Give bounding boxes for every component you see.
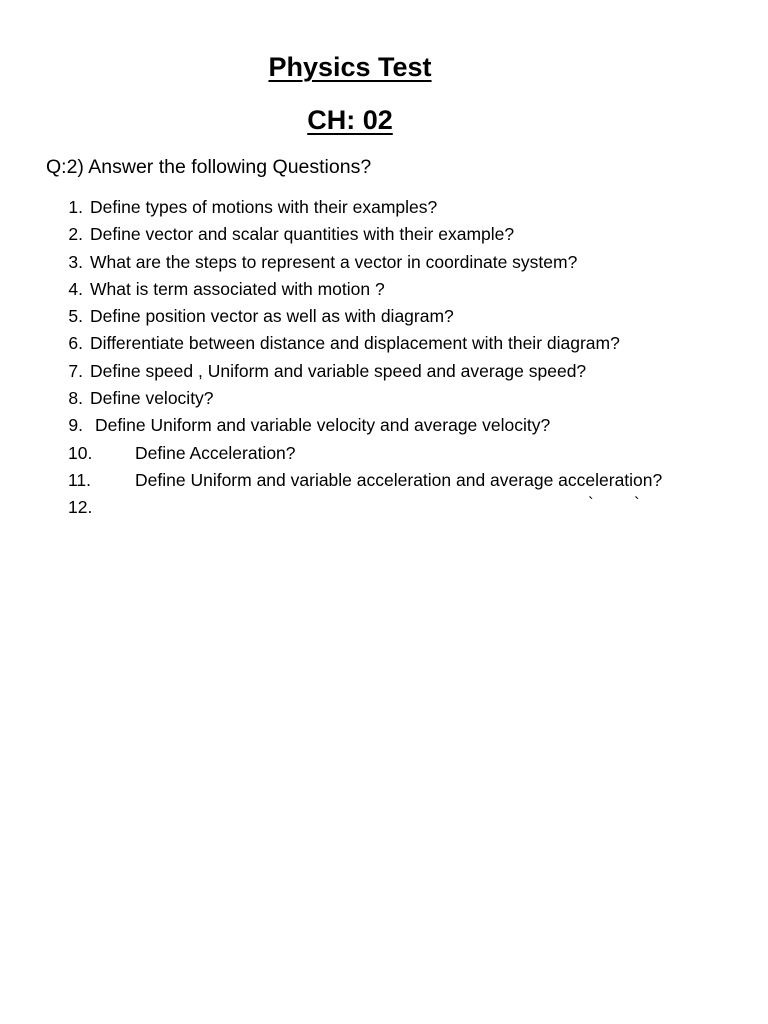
question-number: 6.: [68, 333, 83, 354]
question-number: 9.: [68, 415, 83, 436]
question-text: Define position vector as well as with diagram?: [90, 306, 454, 327]
stray-backtick-mark: `: [634, 494, 640, 514]
question-text: Define velocity?: [90, 388, 214, 409]
stray-backtick-mark: `: [588, 494, 594, 514]
question-item: [0, 221, 768, 248]
question-text: Define Uniform and variable velocity and average velocity?: [95, 415, 551, 436]
question-item: [0, 385, 768, 412]
question-item: [0, 412, 768, 439]
question-list: [0, 194, 768, 522]
question-number: 8.: [68, 388, 83, 409]
question-number: 5.: [68, 306, 83, 327]
question-item: [0, 249, 768, 276]
question-number: 1.: [68, 197, 83, 217]
question-number: 12.: [68, 497, 93, 518]
section-heading: Q:2) Answer the following Questions?: [46, 156, 372, 178]
question-text: Define speed , Uniform and variable speed and average speed?: [90, 360, 587, 381]
question-text: Define Uniform and variable acceleration and average acceleration?: [135, 469, 663, 490]
question-text: What are the steps to represent a vector in coordinate system?: [90, 251, 578, 272]
question-item: [0, 467, 768, 494]
question-item: [0, 194, 768, 221]
question-item: [0, 440, 768, 467]
question-text: Define Acceleration?: [135, 442, 296, 463]
question-text: What is term associated with motion ?: [90, 278, 385, 299]
question-item: [0, 276, 768, 303]
question-item: [0, 358, 768, 385]
question-number: 7.: [68, 360, 83, 381]
question-number: 3.: [68, 251, 83, 272]
question-text: Differentiate between distance and displacement with their diagram?: [90, 333, 620, 354]
question-text: Define vector and scalar quantities with their example?: [90, 224, 515, 245]
chapter-heading: CH: 02: [307, 105, 393, 135]
question-number: 11.: [68, 469, 92, 490]
page-title: Physics Test: [268, 52, 432, 82]
question-text: Define types of motions with their examples?: [90, 197, 438, 217]
question-number: 2.: [68, 224, 83, 245]
question-item: [0, 303, 768, 330]
question-item: [0, 330, 768, 357]
question-item: [0, 494, 768, 521]
question-number: 4.: [68, 278, 83, 299]
question-number: 10.: [68, 442, 93, 463]
